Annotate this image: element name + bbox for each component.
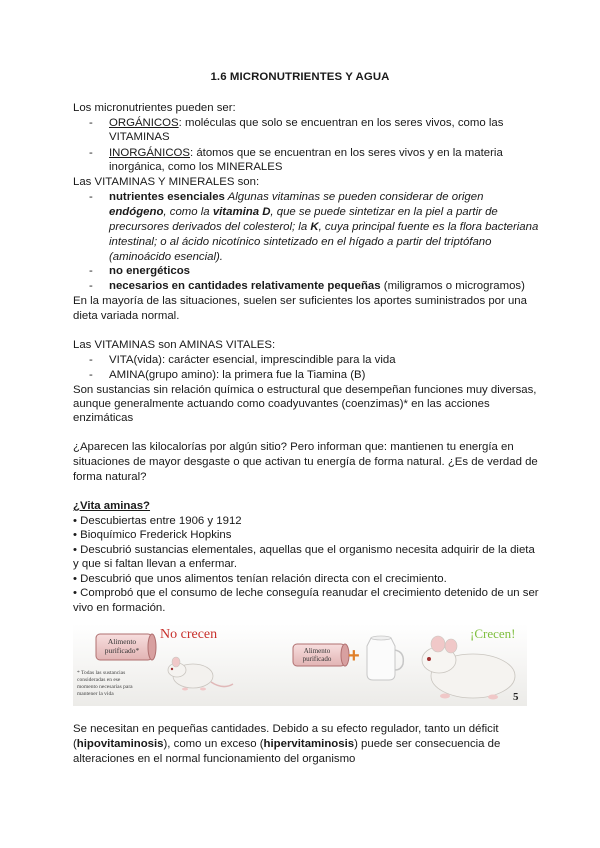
list-dash: -: [89, 191, 93, 203]
bullet-item: • Descubrió que unos alimentos tenían relación directa con el crecimiento.: [73, 573, 447, 585]
aminas-intro: Las VITAMINAS son AMINAS VITALES:: [73, 339, 276, 351]
sustancias-line1: Son sustancias sin relación química o estructural que desempeñan funciones muy diversas,: [73, 384, 537, 396]
esenciales-text: precursores derivados del colesterol; la: [109, 221, 311, 233]
no-energeticos-item: no energéticos: [109, 265, 191, 277]
inorganicos-item: [109, 146, 503, 160]
final-text: ), como un exceso (: [163, 738, 264, 750]
food-label-right-2: purificado: [302, 655, 332, 663]
amina-item: AMINA(grupo amino): la primera fue la Tiamina (B): [109, 369, 366, 381]
bullet-item: y que si faltan llevan a enfermar.: [73, 558, 237, 570]
footnote-line: * Todas las sustancias: [77, 670, 126, 676]
esenciales-line4: intestinal; o al ácido nicotínico sintetizado en el hígado a partir del triptófano: [109, 236, 492, 248]
cantidades-item: [109, 279, 525, 293]
bullet-item: • Comprobó que el consumo de leche conseguía reanudar el crecimiento detenido de un ser: [73, 587, 539, 599]
esenciales-text: Algunas vitaminas se pueden considerar de origen: [224, 191, 484, 203]
hipervitaminosis-term: hipervitaminosis: [263, 738, 355, 750]
vita-item: VITA(vida): carácter esencial, imprescindible para la vida: [109, 354, 396, 366]
esenciales-text: , cuya principal fuente es la flora bacteriana: [318, 221, 539, 233]
kcal-line3: forma natural?: [73, 471, 147, 483]
sustancias-line3: enzimáticas: [73, 412, 134, 424]
vitaminas-heading: ¿Vita aminas?: [73, 500, 151, 512]
cantidades-term: necesarios en cantidades relativamente pequeñas: [109, 280, 381, 292]
footnote-line: mantener la vida: [77, 691, 114, 697]
kcal-line2: situaciones de mayor desgaste o que activan tu energía de forma natural. ¿Es de verdad de: [73, 456, 538, 468]
mayoria-line1: En la mayoría de las situaciones, suelen ser suficientes los aportes suministrados por una: [73, 295, 527, 307]
plus-icon: +: [348, 645, 360, 667]
rats-illustration-svg: [73, 624, 527, 706]
list-dash: -: [89, 117, 93, 129]
inorganicos-text: : átomos que se encuentran en los seres vivos y en la materia: [190, 147, 503, 159]
list-dash: -: [89, 265, 93, 277]
organicos-text: : moléculas que solo se encuentran en los seres vivos, como las: [178, 117, 504, 129]
crecen-label: ¡Crecen!: [470, 626, 516, 641]
intro-text: Los micronutrientes pueden ser:: [73, 102, 236, 114]
esenciales-line2: [109, 205, 498, 219]
page-title: 1.6 MICRONUTRIENTES Y AGUA: [210, 71, 390, 83]
list-dash: -: [89, 280, 93, 292]
bullet-item: • Descubrió sustancias elementales, aquellas que el organismo necesita adquirir de la dieta: [73, 544, 535, 556]
footnote-line: consideradas en ese: [77, 677, 121, 683]
cantidades-text: (miligramos o microgramos): [380, 280, 525, 292]
vit-min-intro: Las VITAMINAS Y MINERALES son:: [73, 176, 260, 188]
kcal-line1: ¿Aparecen las kilocalorías por algún sitio? Pero informan que: mantienen tu energía en: [73, 441, 514, 453]
esenciales-line3: [109, 220, 538, 234]
organicos-term: ORGÁNICOS: [109, 117, 179, 129]
vitamina-k-term: K: [310, 221, 319, 233]
inorganicos-term: INORGÁNICOS: [109, 147, 191, 159]
bullet-item: vivo en formación.: [73, 602, 166, 614]
mayoria-line2: dieta variada normal.: [73, 310, 180, 322]
list-dash: -: [89, 147, 93, 159]
hipovitaminosis-term: hipovitaminosis: [76, 738, 164, 750]
food-label-left: Alimento: [107, 637, 137, 646]
bullet-item: • Descubiertas entre 1906 y 1912: [73, 515, 242, 527]
final-line1: Se necesitan en pequeñas cantidades. Debido a su efecto regulador, tanto un déficit: [73, 723, 499, 735]
esenciales-line5: (aminoácido esencial).: [109, 251, 223, 263]
bullet-item: • Bioquímico Frederick Hopkins: [73, 529, 232, 541]
esenciales-text: , que se puede sintetizar en la piel a partir de: [270, 206, 498, 218]
sustancias-line2: aunque generalmente actuando como coadyuvantes (coenzimas)* en las acciones: [73, 398, 490, 410]
inorganicos-item-cont: inorgánica, como los MINERALES: [109, 161, 283, 173]
slide-page-number: 5: [513, 691, 519, 703]
esenciales-text: , como la: [163, 206, 213, 218]
list-dash: -: [89, 369, 93, 381]
final-line3: alteraciones en el normal funcionamiento del organismo: [73, 753, 356, 765]
final-text: (: [73, 738, 77, 750]
final-line2: [73, 737, 500, 751]
organicos-item-cont: VITAMINAS: [109, 131, 170, 143]
list-dash: -: [89, 354, 93, 366]
rats-experiment-illustration: [73, 624, 527, 706]
final-text: ) puede ser consecuencia de: [354, 738, 501, 750]
food-label-right: Alimento: [303, 647, 331, 655]
vitamina-d-term: vitamina D: [212, 206, 271, 218]
no-crecen-label: No crecen: [160, 627, 218, 642]
endogeno-term: endógeno: [109, 206, 164, 218]
esenciales-term: nutrientes esenciales: [109, 191, 225, 203]
footnote-line: momento necesarias para: [77, 684, 133, 690]
esenciales-item: [109, 190, 483, 204]
organicos-item: [109, 116, 503, 130]
food-label-left-2: purificado*: [104, 646, 140, 655]
